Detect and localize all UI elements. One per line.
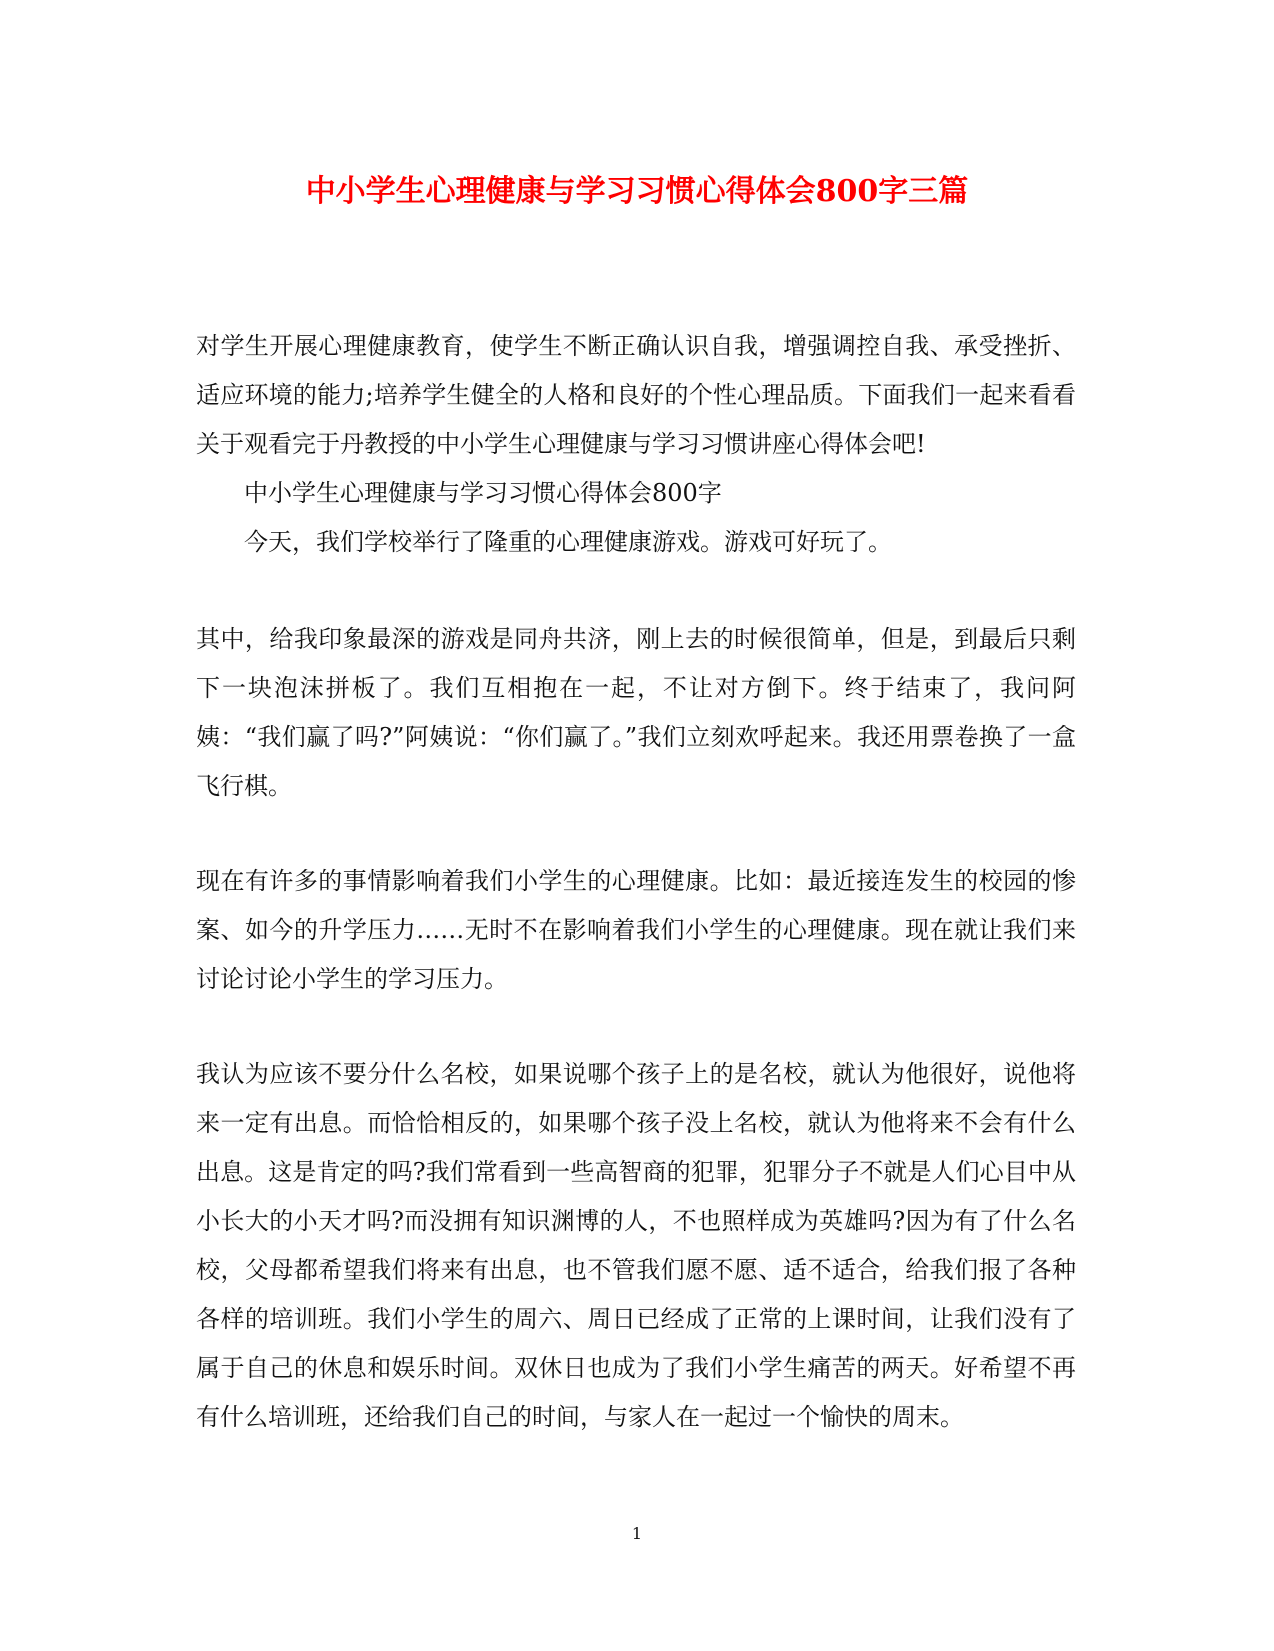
intro-paragraph: 对学生开展心理健康教育，使学生不断正确认识自我，增强调控自我、承受挫折、适应环境的能力;培养学生健全的人格和良好的个性心理品质。下面我们一起来看看关于观看完于丹教授的中小学生心理健康与学习习惯讲座心得体会吧! [196,332,1076,458]
paragraph-mental-health: 现在有许多的事情影响着我们小学生的心理健康。比如：最近接连发生的校园的惨案、如今的升学压力……无时不在影响着我们小学生的心理健康。现在就让我们来讨论讨论小学生的学习压力。 [196,867,1076,993]
document-title: 中小学生心理健康与学习习惯心得体会800字三篇 [305,174,969,209]
document-body [196,322,1076,1442]
paragraph-game-intro: 今天，我们学校举行了隆重的心理健康游戏。游戏可好玩了。 [244,528,892,556]
page-number: 1 [631,1524,643,1543]
section-heading: 中小学生心理健康与学习习惯心得体会800字 [244,479,722,507]
paragraph-school-pressure: 我认为应该不要分什么名校，如果说哪个孩子上的是名校，就认为他很好，说他将来一定有出息。而恰恰相反的，如果哪个孩子没上名校，就认为他将来不会有什么出息。这是肯定的吗?我们常看到一些高智商的犯罪，犯罪分子不就是人们心目中从小长大的小天才吗?而没拥有知识渊博的人，不也照样成为英雄吗?因为有了什么名校，父母都希望我们将来有出息，也不管我们愿不愿、适不适合，给我们报了各种各样的培训班。我们小学生的周六、周日已经成了正常的上课时间，让我们没有了属于自己的休息和娱乐时间。双休日也成为了我们小学生痛苦的两天。好希望不再有什么培训班，还给我们自己的时间，与家人在一起过一个愉快的周末。 [196,1060,1076,1431]
paragraph-game-story: 其中，给我印象最深的游戏是同舟共济，刚上去的时候很简单，但是，到最后只剩下一块泡沫拼板了。我们互相抱在一起，不让对方倒下。终于结束了，我问阿姨：“我们赢了吗?”阿姨说：“你们赢了。”我们立刻欢呼起来。我还用票卷换了一盒飞行棋。 [196,625,1076,800]
